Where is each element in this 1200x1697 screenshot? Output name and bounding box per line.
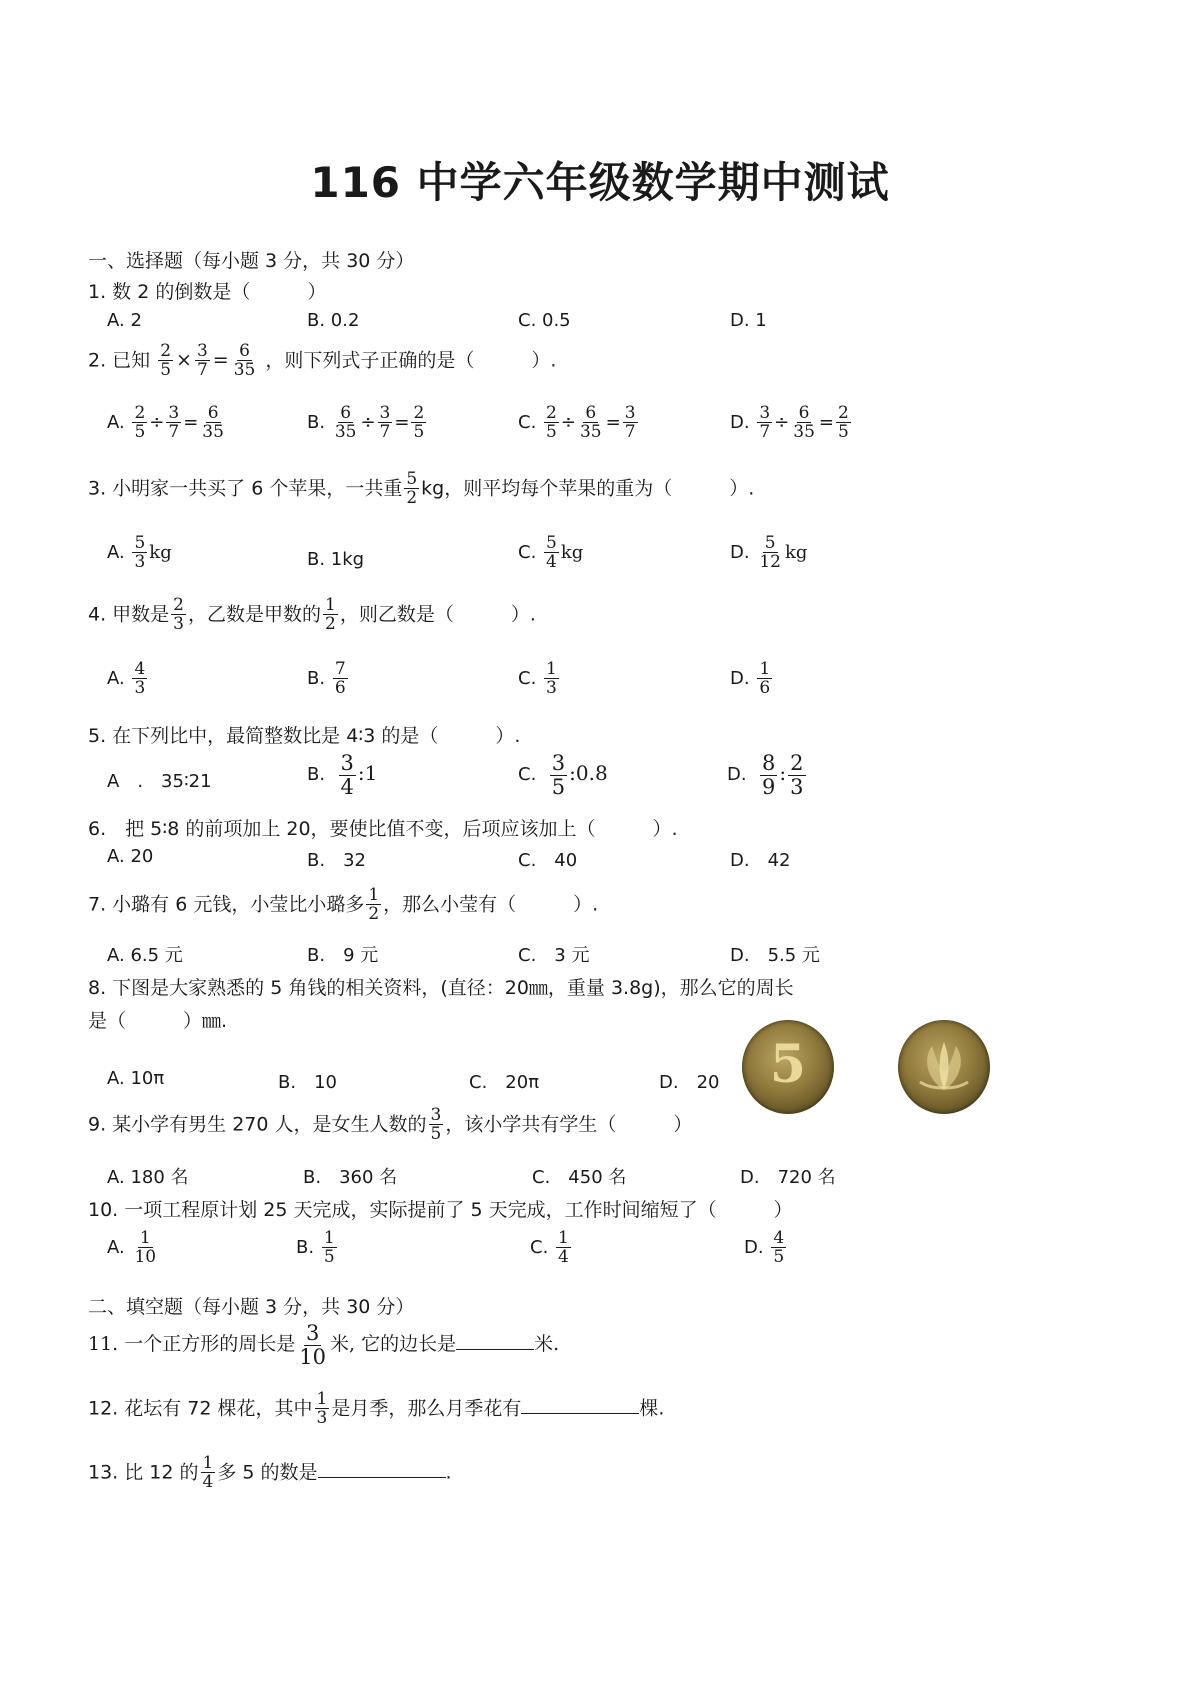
q10-option-c: C. $\frac{1}{4}$ bbox=[530, 1228, 569, 1268]
q2-given-eq: = bbox=[212, 349, 229, 372]
q5-option-d: D. $\frac{8}{9}$ : $\frac{2}{3}$ bbox=[727, 751, 804, 799]
question-2-stem bbox=[88, 342, 556, 380]
q8-option-c: C. 20π bbox=[469, 1072, 540, 1093]
q2-given-frac-3: $\frac{6}{35}$ bbox=[233, 341, 256, 381]
q7-option-a: A. 6.5 元 bbox=[107, 945, 183, 966]
q11-answer-blank[interactable] bbox=[456, 1330, 534, 1350]
q4-option-d: D. $\frac{1}{6}$ bbox=[730, 659, 771, 699]
q3-option-d: D. $\frac{5}{12}$ kg bbox=[730, 533, 808, 573]
coin-front-image bbox=[742, 1020, 834, 1114]
q4-option-b: B. $\frac{7}{6}$ bbox=[307, 659, 346, 699]
q9-option-b: B. 360 名 bbox=[303, 1167, 398, 1188]
q1-option-c: C. 0.5 bbox=[518, 310, 571, 331]
q1-option-b: B. 0.2 bbox=[307, 310, 360, 331]
q1-option-d: D. 1 bbox=[730, 310, 767, 331]
q2-given-frac-1: $\frac{2}{5}$ bbox=[160, 341, 172, 381]
q8-option-b: B. 10 bbox=[278, 1072, 337, 1093]
question-8-line-2: 是（ ）㎜. bbox=[88, 1010, 228, 1032]
q13-answer-blank[interactable] bbox=[318, 1458, 446, 1478]
question-1-stem: 1. 数 2 的倒数是（ ） bbox=[88, 281, 327, 303]
q3-option-b: B. 1kg bbox=[307, 549, 365, 570]
q1-option-a: A. 2 bbox=[107, 310, 142, 331]
question-11-stem: 11. 一个正方形的周长是 $\frac{3}{10}$ 米, 它的边长是 米. bbox=[88, 1321, 560, 1369]
q4-option-a: A. $\frac{4}{3}$ bbox=[107, 659, 146, 699]
page-title: 116 中学六年级数学期中测试 bbox=[310, 158, 890, 207]
q2-option-d: D. $\frac{3}{7}$ ÷ $\frac{6}{35}$ = $\frac{2}{5}$ bbox=[730, 403, 849, 443]
q8-option-a: A. 10π bbox=[107, 1068, 165, 1089]
q7-option-d: D. 5.5 元 bbox=[730, 945, 820, 966]
q8-option-d: D. 20 bbox=[659, 1072, 720, 1093]
q2-pre: 2. 已知 bbox=[88, 349, 151, 372]
q2-given-op: × bbox=[176, 349, 192, 372]
lotus-icon bbox=[898, 1020, 990, 1114]
question-8-line-1: 8. 下图是大家熟悉的 5 角钱的相关资料，(直径：20㎜，重量 3.8g)，那么它的周长 bbox=[88, 977, 794, 999]
q6-option-c: C. 40 bbox=[518, 850, 578, 871]
q6-option-a: A. 20 bbox=[107, 846, 154, 867]
coin-denomination: 5 bbox=[769, 1034, 807, 1095]
q2-given-frac-2: $\frac{3}{7}$ bbox=[196, 341, 208, 381]
q2-post: ，则下列式子正确的是（ ）. bbox=[265, 349, 557, 372]
question-5-stem: 5. 在下列比中，最简整数比是 4∶3 的是（ ）. bbox=[88, 725, 521, 747]
question-9-stem: 9. 某小学有男生 270 人，是女生人数的 $\frac{3}{5}$ ，该小学共有学生（ ） bbox=[88, 1105, 693, 1145]
q5-option-a: A . 35∶21 bbox=[107, 771, 212, 792]
q10-option-b: B. $\frac{1}{5}$ bbox=[296, 1228, 335, 1268]
question-6-stem: 6. 把 5∶8 的前项加上 20，要使比值不变，后项应该加上（ ）. bbox=[88, 818, 678, 840]
section-heading-fill-blank: 二、填空题（每小题 3 分，共 30 分） bbox=[88, 1296, 415, 1318]
question-4-stem: 4. 甲数是 $\frac{2}{3}$ ，乙数是甲数的 $\frac{1}{2}$ ，则乙数是（ ）. bbox=[88, 595, 536, 635]
q6-option-d: D. 42 bbox=[730, 850, 791, 871]
q9-option-c: C. 450 名 bbox=[532, 1167, 627, 1188]
question-7-stem: 7. 小璐有 6 元钱，小莹比小璐多 $\frac{1}{2}$ ，那么小莹有（ ）. bbox=[88, 885, 599, 925]
q6-option-b: B. 32 bbox=[307, 850, 366, 871]
section-heading-choice: 一、选择题（每小题 3 分，共 30 分） bbox=[88, 250, 415, 272]
question-13-stem: 13. 比 12 的 $\frac{1}{4}$ 多 5 的数是 . bbox=[88, 1453, 452, 1493]
question-12-stem: 12. 花坛有 72 棵花，其中 $\frac{1}{3}$ 是月季，那么月季花有 棵. bbox=[88, 1389, 665, 1429]
coin-back-image bbox=[898, 1020, 990, 1114]
q7-option-c: C. 3 元 bbox=[518, 945, 590, 966]
q2-option-c: C. $\frac{2}{5}$ ÷ $\frac{6}{35}$ = $\frac{3}{7}$ bbox=[518, 403, 636, 443]
q5-option-c: C. $\frac{3}{5}$ :0.8 bbox=[518, 751, 608, 799]
q3-option-c: C. $\frac{5}{4}$ kg bbox=[518, 533, 584, 573]
q5-option-b: B. $\frac{3}{4}$ :1 bbox=[307, 751, 378, 799]
question-3-stem: 3. 小明家一共买了 6 个苹果，一共重 $\frac{5}{2}$ kg，则平均每个苹果的重为（ ）. bbox=[88, 469, 755, 509]
q12-answer-blank[interactable] bbox=[521, 1394, 639, 1414]
question-10-stem: 10. 一项工程原计划 25 天完成，实际提前了 5 天完成，工作时间缩短了（ ） bbox=[88, 1199, 793, 1221]
q2-option-b: B. $\frac{6}{35}$ ÷ $\frac{3}{7}$ = $\frac{2}{5}$ bbox=[307, 403, 425, 443]
q3-option-a: A. $\frac{5}{3}$ kg bbox=[107, 533, 172, 573]
q9-option-d: D. 720 名 bbox=[740, 1167, 836, 1188]
q2-option-a: A. $\frac{2}{5}$ ÷ $\frac{3}{7}$ = $\frac{6}{35}$ bbox=[107, 403, 224, 443]
q10-option-d: D. $\frac{4}{5}$ bbox=[744, 1228, 785, 1268]
q7-option-b: B. 9 元 bbox=[307, 945, 379, 966]
q4-option-c: C. $\frac{1}{3}$ bbox=[518, 659, 557, 699]
q9-option-a: A. 180 名 bbox=[107, 1167, 189, 1188]
q10-option-a: A. $\frac{1}{10}$ bbox=[107, 1228, 157, 1268]
